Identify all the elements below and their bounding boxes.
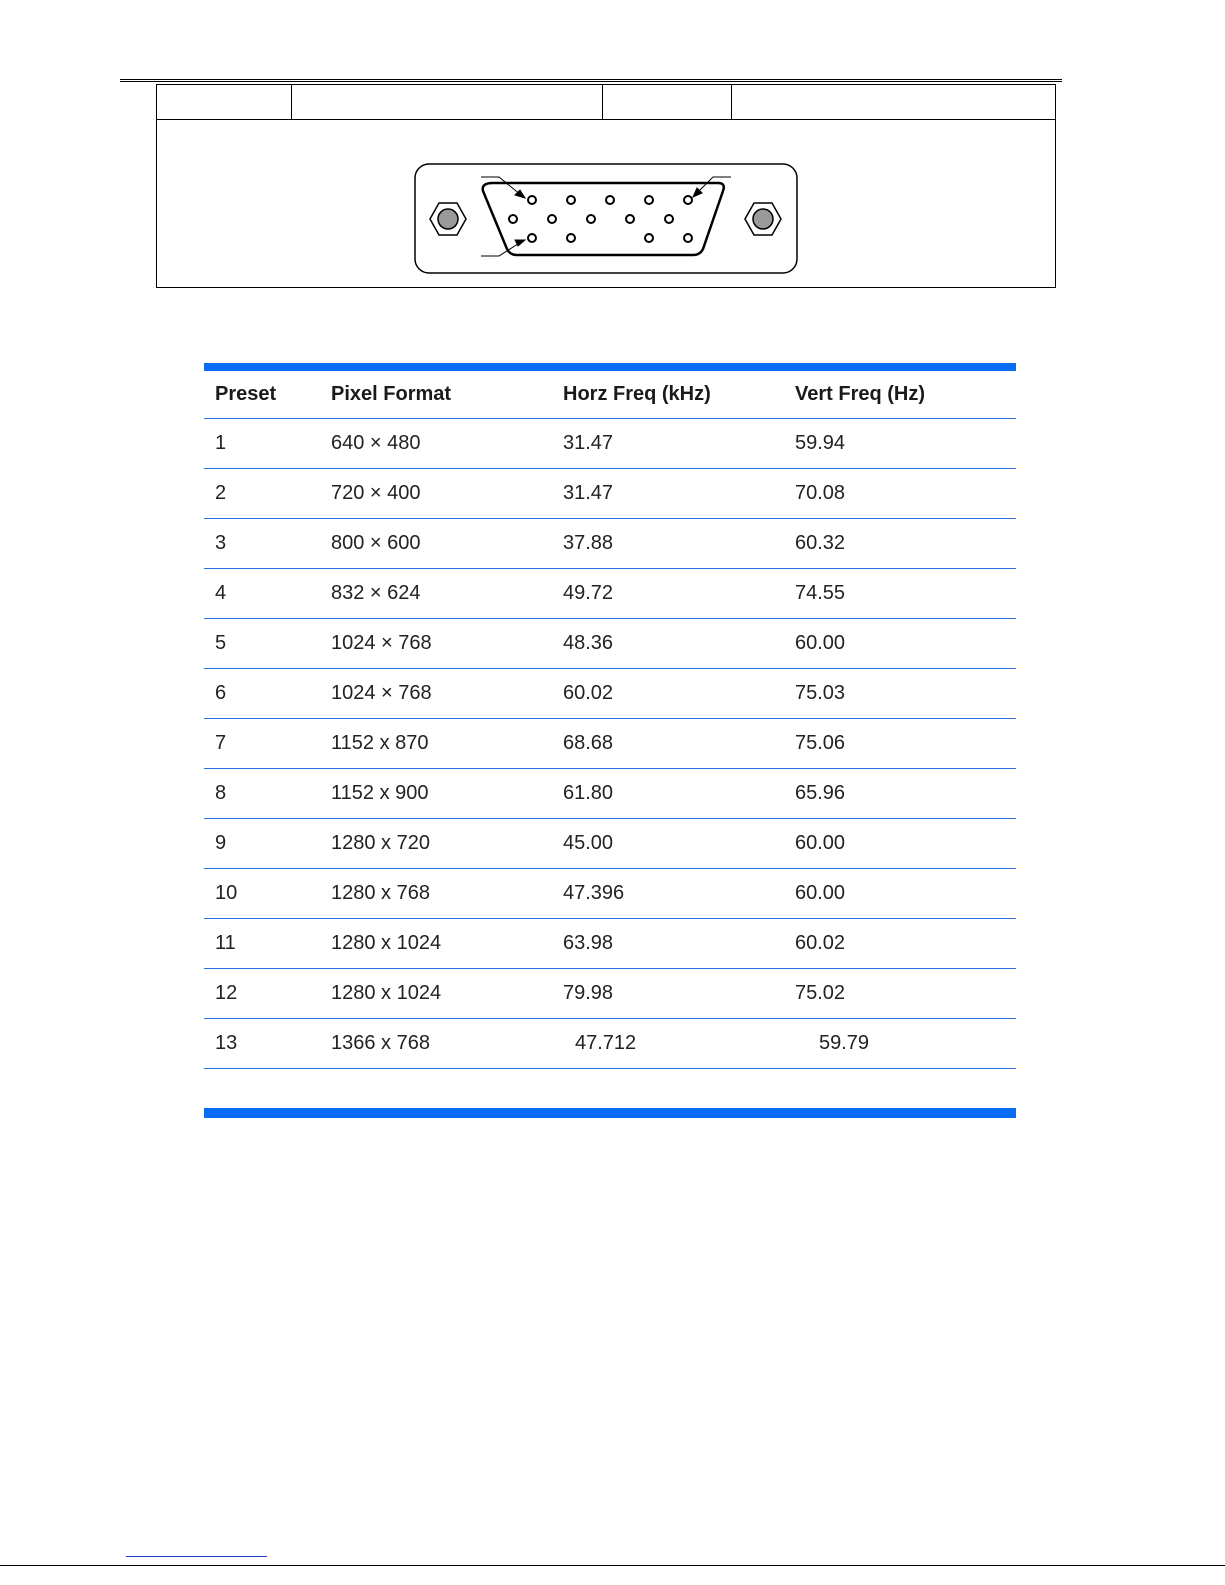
vert-freq-cell: 70.08 (795, 482, 846, 504)
table-row (204, 419, 1016, 469)
spec-header-cell (603, 85, 732, 119)
table-bottom-bar (204, 1108, 1016, 1118)
horz-freq-cell: 68.68 (563, 732, 614, 754)
table-row (204, 1019, 1016, 1069)
preset-cell: 6 (215, 682, 227, 704)
vert-freq-cell: 60.00 (795, 632, 846, 654)
pixel-format-cell: 832 × 624 (331, 582, 421, 604)
top-page-rule (120, 79, 1062, 82)
preset-cell: 12 (215, 982, 238, 1004)
connector-spec-box (156, 84, 1056, 288)
preset-cell: 1 (215, 432, 227, 454)
preset-cell: 4 (215, 582, 227, 604)
spec-header-cell (732, 85, 1055, 119)
horz-freq-cell: 63.98 (563, 932, 614, 954)
table-row (204, 919, 1016, 969)
pixel-format-cell: 640 × 480 (331, 432, 421, 454)
vert-freq-cell: 60.00 (795, 882, 846, 904)
spec-header-cell (292, 85, 603, 119)
vert-freq-cell: 59.79 (819, 1032, 870, 1054)
table-row (204, 869, 1016, 919)
vga-db15-connector-icon (157, 119, 1055, 287)
preset-cell: 2 (215, 482, 227, 504)
bottom-page-rule (0, 1565, 1225, 1566)
table-header-row (204, 371, 1016, 419)
preset-cell: 5 (215, 632, 227, 654)
connector-spec-header (157, 85, 1055, 120)
column-header: Preset (215, 383, 277, 405)
pixel-format-cell: 1280 x 1024 (331, 982, 442, 1004)
preset-cell: 8 (215, 782, 227, 804)
pixel-format-cell: 1152 x 870 (331, 732, 429, 754)
column-header: Horz Freq (kHz) (563, 383, 711, 405)
table-row (204, 619, 1016, 669)
horz-freq-cell: 47.396 (563, 882, 625, 904)
horz-freq-cell: 79.98 (563, 982, 614, 1004)
horz-freq-cell: 49.72 (563, 582, 614, 604)
column-header: Pixel Format (331, 383, 452, 405)
horz-freq-cell: 47.712 (575, 1032, 637, 1054)
table-row (204, 569, 1016, 619)
preset-timing-table (204, 363, 1016, 1069)
table-row (204, 769, 1016, 819)
vert-freq-cell: 75.03 (795, 682, 846, 704)
spec-header-cell (157, 85, 292, 119)
pixel-format-cell: 1280 x 1024 (331, 932, 442, 954)
preset-cell: 11 (215, 932, 236, 954)
table-row (204, 469, 1016, 519)
vert-freq-cell: 75.02 (795, 982, 846, 1004)
horz-freq-cell: 31.47 (563, 482, 614, 504)
vert-freq-cell: 65.96 (795, 782, 846, 804)
pixel-format-cell: 1152 x 900 (331, 782, 429, 804)
vert-freq-cell: 60.02 (795, 932, 846, 954)
preset-cell: 10 (215, 882, 238, 904)
table-row (204, 669, 1016, 719)
vert-freq-cell: 75.06 (795, 732, 846, 754)
table-row (204, 719, 1016, 769)
footer-link-underline (126, 1556, 267, 1557)
pixel-format-cell: 1024 × 768 (331, 632, 432, 654)
pixel-format-cell: 720 × 400 (331, 482, 421, 504)
preset-cell: 13 (215, 1032, 238, 1054)
pixel-format-cell: 1280 x 768 (331, 882, 430, 904)
table-row (204, 519, 1016, 569)
pixel-format-cell: 1024 × 768 (331, 682, 432, 704)
horz-freq-cell: 60.02 (563, 682, 614, 704)
pixel-format-cell: 800 × 600 (331, 532, 421, 554)
pixel-format-cell: 1280 x 720 (331, 832, 430, 854)
pixel-format-cell: 1366 x 768 (331, 1032, 430, 1054)
horz-freq-cell: 45.00 (563, 832, 614, 854)
horz-freq-cell: 48.36 (563, 632, 614, 654)
column-header: Vert Freq (Hz) (795, 383, 926, 405)
vert-freq-cell: 60.32 (795, 532, 846, 554)
vert-freq-cell: 60.00 (795, 832, 846, 854)
preset-cell: 3 (215, 532, 227, 554)
horz-freq-cell: 61.80 (563, 782, 614, 804)
table-top-bar (204, 363, 1016, 371)
preset-cell: 9 (215, 832, 227, 854)
table-row (204, 969, 1016, 1019)
horz-freq-cell: 31.47 (563, 432, 614, 454)
vert-freq-cell: 74.55 (795, 582, 846, 604)
vert-freq-cell: 59.94 (795, 432, 846, 454)
preset-cell: 7 (215, 732, 227, 754)
table-row (204, 819, 1016, 869)
horz-freq-cell: 37.88 (563, 532, 614, 554)
